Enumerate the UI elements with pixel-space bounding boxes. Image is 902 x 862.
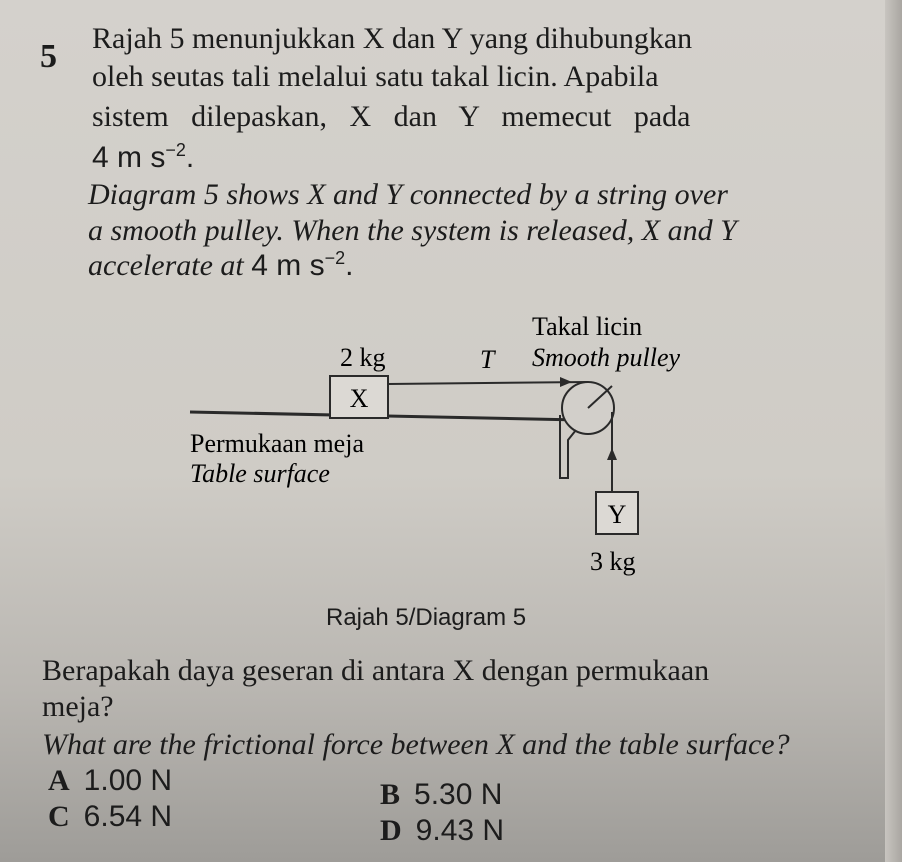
accel-exponent: −2 [165,140,186,160]
prompt-english: What are the frictional force between X and the table surface? [42,728,790,761]
option-c-letter: C [48,800,70,833]
question-english-line-2: a smooth pulley. When the system is released, X and Y [88,214,737,247]
mass-y-label: 3 kg [590,547,636,576]
option-c-text: 6.54 N [83,800,173,833]
tension-label: T [480,345,495,374]
option-c[interactable] [48,800,172,834]
pulley-label-english: Smooth pulley [532,343,681,372]
upward-arrow [607,448,617,460]
surface-label-english: Table surface [190,459,330,488]
string-horizontal [388,382,588,384]
option-d-text: 9.43 N [415,814,505,847]
option-d[interactable] [380,814,504,848]
accel-value: 4 m s [92,141,166,174]
option-a-letter: A [48,764,70,797]
english-accel-prefix: accelerate at [88,249,252,282]
block-y-label: Y [607,500,627,529]
option-a[interactable] [48,764,172,798]
pulley-label-malay: Takal licin [532,312,643,341]
question-english-line-1: Diagram 5 shows X and Y connected by a string over [88,178,728,211]
option-b[interactable] [380,778,502,812]
diagram-caption: Rajah 5/Diagram 5 [326,604,527,631]
option-d-letter: D [380,814,402,847]
prompt-malay-line-1: Berapakah daya geseran di antara X dengan permukaan [42,654,710,687]
option-b-letter: B [380,778,401,811]
option-b-text: 5.30 N [414,778,503,811]
tension-arrow [560,377,572,387]
english-accel-end: . [345,249,354,282]
question-malay-line-2: oleh seutas tali melalui satu takal licin. Apabila [92,60,659,93]
accel-end: . [185,141,195,174]
block-x-label: X [349,384,369,413]
question-malay-line-3: sistem dilepaskan, X dan Y memecut pada [92,100,691,133]
question-malay-line-1: Rajah 5 menunjukkan X dan Y yang dihubungkan [92,22,693,55]
surface-label-malay: Permukaan meja [190,429,364,458]
english-accel-exponent: −2 [324,248,346,268]
mass-x-label: 2 kg [340,343,386,372]
english-accel-value: 4 m s [251,249,325,282]
option-a-text: 1.00 N [83,764,173,797]
prompt-malay-line-2: meja? [42,690,114,723]
question-number: 5 [40,38,57,75]
